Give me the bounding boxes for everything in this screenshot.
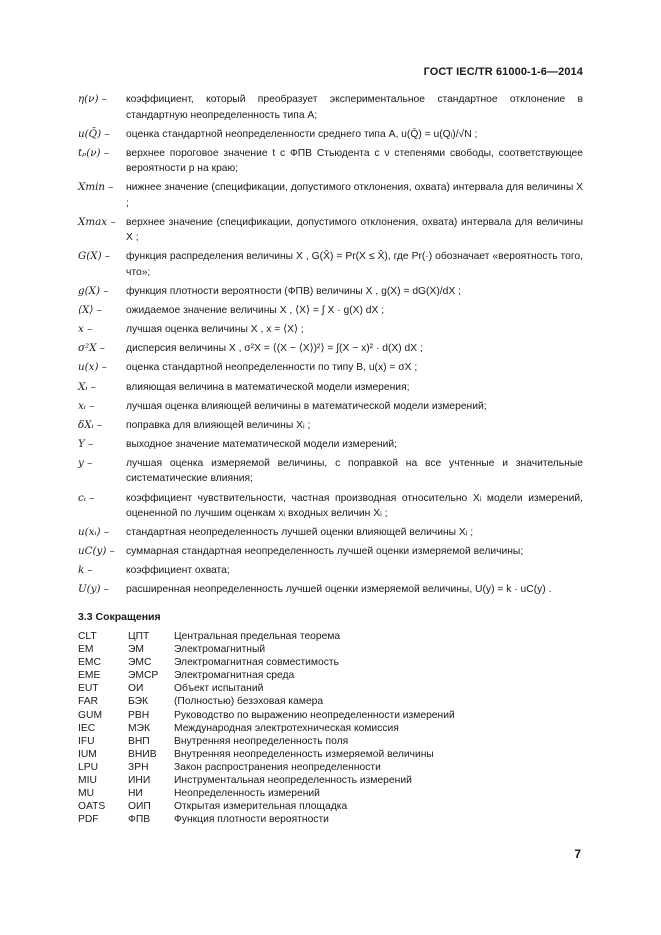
abbr-description: Неопределенность измерений <box>174 788 320 800</box>
abbreviation-row <box>78 800 455 813</box>
abbreviation-row <box>78 669 455 682</box>
definition-symbol: ⟨X⟩ – <box>78 304 102 317</box>
definition-text: дисперсия величины X , σ²X = ⟨(X − ⟨X⟩)²⟩ = ∫(X − x)² · d(X) dX ; <box>126 343 423 355</box>
abbr-ru: ОИП <box>128 801 151 813</box>
abbr-ru: ВНП <box>128 735 150 747</box>
abbr-ru: ЭМС <box>128 657 152 669</box>
abbr-en: EUT <box>78 683 99 695</box>
abbr-en: EM <box>78 644 94 656</box>
abbr-description: Международная электротехническая комиссия <box>174 722 399 734</box>
definition-row <box>78 127 583 143</box>
definition-row <box>78 249 583 280</box>
abbr-ru: ЗРН <box>128 761 149 773</box>
abbr-ru: НИ <box>128 788 143 800</box>
abbr-en: EMC <box>78 657 101 669</box>
abbr-ru: БЭК <box>128 696 149 708</box>
page-number: 7 <box>574 847 581 861</box>
abbr-en: MU <box>78 788 95 800</box>
definition-symbol: u(x) – <box>78 361 107 374</box>
definition-text: влияющая величина в математической модели измерения; <box>126 381 410 393</box>
definition-text: оценка стандартной неопределенности по типу В, u(x) = σX ; <box>126 362 418 374</box>
abbr-description: (Полностью) безэховая камера <box>174 696 324 708</box>
abbr-en: GUM <box>78 709 103 721</box>
abbr-description: Инструментальная неопределенность измерений <box>174 775 412 787</box>
abbr-description: Центральная предельная теорема <box>174 631 341 642</box>
definition-row <box>78 525 583 541</box>
definition-text: лучшая оценка величины X , x = ⟨X⟩ ; <box>126 324 304 336</box>
definition-symbol: x – <box>78 323 93 336</box>
abbr-description: Внутренняя неопределенность измеряемой величины <box>174 748 434 760</box>
abbr-ru: ВНИВ <box>128 748 157 760</box>
definition-text: верхнее значение (спецификации, допустимого отклонения, охвата) интервала для величины X ; <box>126 216 583 244</box>
document-code-header: ГОСТ IEC/TR 61000-1-6—2014 <box>423 66 583 78</box>
abbr-description: Открытая измерительная площадка <box>174 801 348 813</box>
abbreviation-row <box>78 722 455 735</box>
definition-text: суммарная стандартная неопределенность лучшей оценки измеряемой величины; <box>126 546 524 558</box>
definition-row <box>78 180 583 211</box>
abbr-ru: ЦПТ <box>128 631 150 642</box>
definition-row <box>78 322 583 338</box>
abbr-en: IUM <box>78 748 97 760</box>
definition-row <box>78 380 583 396</box>
abbr-ru: РВН <box>128 709 150 721</box>
abbr-en: LPU <box>78 761 99 773</box>
definition-symbol: δXᵢ – <box>78 418 103 431</box>
definition-text: коэффициент охвата; <box>126 565 230 577</box>
abbr-ru: ЭМСР <box>128 670 159 682</box>
abbr-description: Руководство по выражению неопределенности измерений <box>174 709 455 721</box>
definition-text: функция плотности вероятности (ФПВ) величины X , g(X) = dG(X)/dX ; <box>126 286 461 298</box>
abbr-description: Функция плотности вероятности <box>174 814 329 826</box>
section-title-abbreviations: 3.3 Сокращения <box>78 611 161 623</box>
definition-symbol: k – <box>78 564 93 577</box>
definition-row <box>78 456 583 487</box>
definition-symbol: Xᵢ – <box>78 380 96 393</box>
definition-row <box>78 92 583 123</box>
definition-symbol: Y – <box>78 437 94 450</box>
definition-symbol: u(Q̄) – <box>78 127 110 140</box>
abbreviation-row <box>78 682 455 695</box>
abbr-description: Внутренняя неопределенность поля <box>174 735 349 747</box>
definition-row <box>78 341 583 357</box>
definition-row <box>78 146 583 177</box>
abbr-description: Электромагнитный <box>174 644 266 656</box>
definition-text: поправка для влияющей величины Xᵢ ; <box>126 419 311 431</box>
definition-row <box>78 563 583 579</box>
abbreviation-row <box>78 748 455 761</box>
definition-symbol: Xmax – <box>78 215 116 228</box>
definition-text: функция распределения величины X , G(X̂) = Pr(X ≤ X̂), где Pr(·) обозначает «вероятность того, что»; <box>126 251 583 278</box>
abbr-en: OATS <box>78 801 106 813</box>
definition-symbol: uC(y) – <box>78 545 115 558</box>
definition-symbol: U(y) – <box>78 583 109 596</box>
definition-row <box>78 582 583 598</box>
abbreviation-row <box>78 695 455 708</box>
abbr-description: Объект испытаний <box>174 683 264 695</box>
abbr-en: IEC <box>78 722 96 734</box>
abbreviation-row <box>78 813 455 826</box>
definition-row <box>78 399 583 415</box>
abbreviation-row <box>78 787 455 800</box>
definition-symbol: Xmin – <box>78 181 114 194</box>
definition-row <box>78 418 583 434</box>
abbreviation-row <box>78 735 455 748</box>
definition-text: выходное значение математической модели измерений; <box>126 438 397 450</box>
definition-row <box>78 303 583 319</box>
abbr-ru: ЭМ <box>128 644 144 656</box>
definition-text: верхнее пороговое значение t с ФПВ Стьюдента с ν степенями свободы, соответствующее вероятности p на краю; <box>126 147 583 175</box>
definition-row <box>78 360 583 376</box>
definition-symbol: g(X) – <box>78 285 109 298</box>
abbr-description: Электромагнитная совместимость <box>174 657 339 669</box>
abbr-ru: МЭК <box>128 722 150 734</box>
abbr-ru: ФПВ <box>128 814 151 826</box>
definition-text: расширенная неопределенность лучшей оценки измеряемой величины, U(y) = k · uC(y) . <box>126 584 552 596</box>
abbr-description: Закон распространения неопределенности <box>174 761 381 773</box>
definition-symbol: u(xᵢ) – <box>78 526 109 539</box>
definition-text: лучшая оценка влияющей величины в математической модели измерений; <box>126 400 487 412</box>
definition-text: лучшая оценка измеряемой величины, с поправкой на все учтенные и значительные систематические влияния; <box>126 457 583 485</box>
definition-text: коэффициент, который преобразует экспериментальное стандартное отклонение в стандартную неопределенность типа А; <box>126 94 583 121</box>
definition-symbol: xᵢ – <box>78 399 95 412</box>
definition-text: нижнее значение (спецификации, допустимого отклонения, охвата) интервала для величины X ; <box>126 182 583 209</box>
abbreviation-row <box>78 643 455 656</box>
definition-symbol: cᵢ – <box>78 491 95 504</box>
definition-row <box>78 284 583 300</box>
definition-symbol: σ²X – <box>78 342 105 355</box>
definition-text: ожидаемое значение величины X , ⟨X⟩ = ∫ X · g(X) dX ; <box>126 305 385 317</box>
abbr-en: FAR <box>78 696 99 708</box>
definition-symbol: y – <box>78 456 93 469</box>
definition-row <box>78 544 583 560</box>
abbr-en: EME <box>78 670 101 682</box>
abbreviation-row <box>78 630 455 643</box>
abbreviation-row <box>78 774 455 787</box>
definition-text: стандартная неопределенность лучшей оценки влияющей величины Xᵢ ; <box>126 527 474 539</box>
abbr-ru: ОИ <box>128 683 144 695</box>
abbr-ru: ИНИ <box>128 775 151 787</box>
definition-text: оценка стандартной неопределенности среднего типа А, u(Q̄) = u(Qᵢ)/√N ; <box>126 128 478 140</box>
abbr-en: CLT <box>78 631 97 642</box>
abbreviation-row <box>78 709 455 722</box>
definition-symbol: G(X) – <box>78 250 111 263</box>
abbr-en: PDF <box>78 814 99 826</box>
definition-row <box>78 491 583 522</box>
definition-symbol: η(ν) – <box>78 93 107 105</box>
abbr-en: IFU <box>78 735 95 747</box>
definition-row <box>78 215 583 246</box>
abbreviations-table <box>78 630 455 826</box>
definition-text: коэффициент чувствительности, частная производная относительно Xᵢ модели измерений, оцененной по лучшим оценкам xᵢ входных величин Xᵢ ; <box>126 492 583 519</box>
definition-row <box>78 437 583 453</box>
abbreviation-row <box>78 656 455 669</box>
definitions-list <box>78 92 583 601</box>
abbr-en: MIU <box>78 775 97 787</box>
abbr-description: Электромагнитная среда <box>174 670 295 682</box>
abbreviation-row <box>78 761 455 774</box>
definition-symbol: tₚ(ν) – <box>78 146 109 159</box>
